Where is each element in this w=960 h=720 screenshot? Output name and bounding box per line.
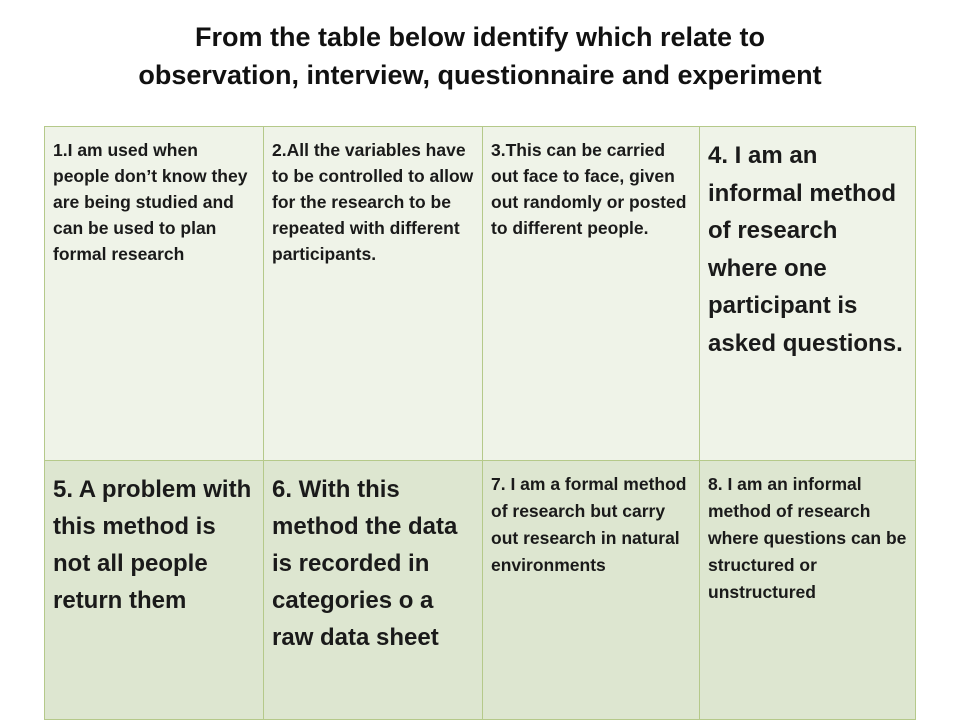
table-row [45, 127, 916, 461]
statements-table [44, 126, 916, 720]
table-cell-3: 3.This can be carried out face to face, given out randomly or posted to different people. [483, 127, 700, 461]
table-cell-8: 8. I am an informal method of research where questions can be structured or unstructured [700, 461, 916, 720]
title-line-1: From the table below identify which relate to [194, 22, 766, 52]
table-cell-6: 6. With this method the data is recorded in categories o a raw data sheet [264, 461, 483, 720]
table-cell-1: 1.I am used when people don’t know they are being studied and can be used to plan formal research [45, 127, 264, 461]
page-title [20, 18, 940, 94]
title-line-2: observation, interview, questionnaire and experiment [138, 60, 822, 90]
table-cell-4: 4. I am an informal method of research where one participant is asked questions. [700, 127, 916, 461]
table-cell-7: 7. I am a formal method of research but carry out research in natural environments [483, 461, 700, 720]
table-cell-2: 2.All the variables have to be controlled to allow for the research to be repeated with different participants. [264, 127, 483, 461]
table-cell-5: 5. A problem with this method is not all people return them [45, 461, 264, 720]
table-row [45, 461, 916, 720]
